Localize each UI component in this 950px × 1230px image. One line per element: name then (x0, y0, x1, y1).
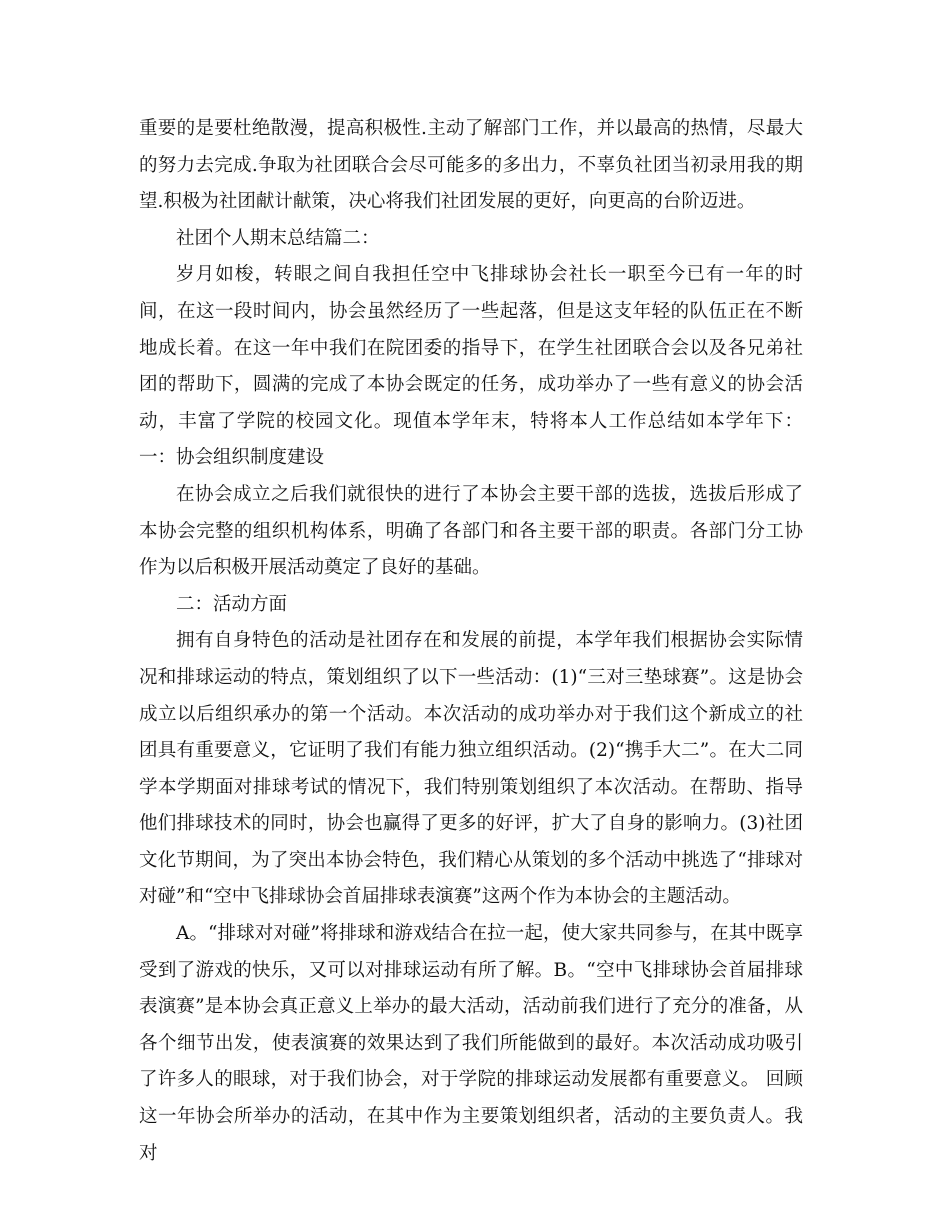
section-heading-part-two: 社团个人期末总结篇二： (176, 227, 380, 249)
paragraph-continuation: 重要的是要杜绝散漫，提高积极性.主动了解部门工作，并以最高的热情，尽最大的努力去完成.争取为社团联合会尽可能多的多出力，不辜负社团当初录用我的期望.积极为社团献计献策，决心将我们社团发展的更好，向更高的台阶迈进。 (139, 118, 803, 213)
paragraph-intro: 岁月如梭，转眼之间自我担任空中飞排球协会社长一职至今已有一年的时间，在这一段时间内，协会虽然经历了一些起落，但是这支年轻的队伍正在不断地成长着。在这一年中我们在院团委的指导下，在学生社团联合会以及各兄弟社团的帮助下，圆满的完成了本协会既定的任务，成功举办了一些有意义的协会活动，丰富了学院的校园文化。现值本学年末，特将本人工作总结如本学年下： 一：协会组织制度建设 (139, 264, 803, 469)
section-heading-activities: 二：活动方面 (176, 593, 288, 615)
document-body (139, 111, 803, 1172)
paragraph-activities-detail: A。“排球对对碰”将排球和游戏结合在拉一起，使大家共同参与，在其中既享受到了游戏的快乐，又可以对排球运动有所了解。B。“空中飞排球协会首届排球表演赛”是本协会真正意义上举办的最大活动，活动前我们进行了充分的准备，从各个细节出发，使表演赛的效果达到了我们所能做到的最好。本次活动成功吸引了许多人的眼球，对于我们协会，对于学院的排球运动发展都有重要意义。 回顾这一年协会所举办的活动，在其中作为主要策划组织者，活动的主要负责人。我对 (139, 923, 803, 1164)
paragraph-activities: 拥有自身特色的活动是社团存在和发展的前提，本学年我们根据协会实际情况和排球运动的特点，策划组织了以下一些活动：(1)“三对三垫球赛”。这是协会成立以后组织承办的第一个活动。本次活动的成功举办对于我们这个新成立的社团具有重要意义，它证明了我们有能力独立组织活动。(2)“携手大二”。在大二同学本学期面对排球考试的情况下，我们特别策划组织了本次活动。在帮助、指导他们排球技术的同时，协会也赢得了更多的好评，扩大了自身的影响力。(3)社团文化节期间，为了突出本协会特色，我们精心从策划的多个活动中挑选了“排球对对碰”和“空中飞排球协会首届排球表演赛”这两个作为本协会的主题活动。 (139, 630, 803, 908)
paragraph-organization: 在协会成立之后我们就很快的进行了本协会主要干部的选拔，选拔后形成了本协会完整的组织机构体系，明确了各部门和各主要干部的职责。各部门分工协作为以后积极开展活动奠定了良好的基础。 (139, 483, 803, 579)
